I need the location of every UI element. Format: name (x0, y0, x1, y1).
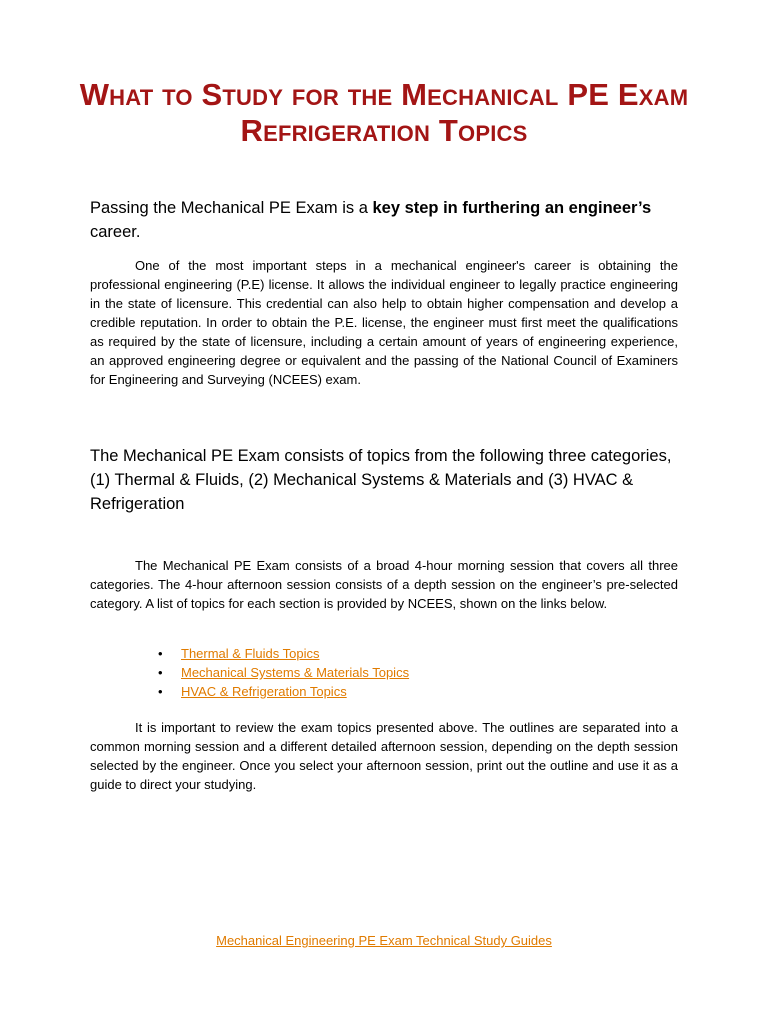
list-item (158, 644, 409, 663)
study-guides-link[interactable]: Mechanical Engineering PE Exam Technical Study Guides (216, 933, 552, 948)
intro-lead-suffix: career. (90, 223, 141, 241)
list-item (158, 663, 409, 682)
mechanical-systems-topics-link[interactable]: Mechanical Systems & Materials Topics (181, 665, 410, 680)
categories-lead: The Mechanical PE Exam consists of topics from the following three categories, (1) Thermal & Fluids, (2) Mechanical Systems & Materials and (3) HVAC & Refrigeration (90, 447, 672, 513)
footer (0, 931, 768, 950)
intro-lead-bold: key step in furthering an engineer’s (372, 199, 652, 217)
hvac-refrigeration-topics-link[interactable]: HVAC & Refrigeration Topics (181, 684, 347, 699)
intro-lead (90, 196, 682, 244)
topic-links-list (158, 644, 409, 701)
list-item (158, 682, 409, 701)
bullet-icon: • (158, 646, 163, 661)
thermal-fluids-topics-link[interactable]: Thermal & Fluids Topics (181, 646, 320, 661)
bullet-icon: • (158, 684, 163, 699)
paragraph-license: One of the most important steps in a mechanical engineer's career is obtaining the professional engineering (P.E) license. It allows the individual engineer to legally practice engineering in the state of licensure. This credential can also help to obtain higher compensation and develop a credible reputation. In order to obtain the P.E. license, the engineer must first meet the qualifications as required by the state of licensure, including a certain amount of years of engineering experience, an approved engineering degree or equivalent and the passing of the National Council of Examiners for Engineering and Surveying (NCEES) exam. (90, 258, 678, 387)
title-line-1: What to Study for the Mechanical PE Exam (79, 77, 689, 112)
intro-lead-prefix: Passing the Mechanical PE Exam is a (90, 199, 373, 217)
bullet-icon: • (158, 665, 163, 680)
paragraph-review: It is important to review the exam topics presented above. The outlines are separated into a common morning session and a different detailed afternoon session, depending on the depth session selected by the engineer. Once you select your afternoon session, print out the outline and use it as a guide to direct your studying. (90, 720, 678, 792)
title-line-2: Refrigeration Topics (240, 113, 528, 148)
paragraph-sessions: The Mechanical PE Exam consists of a broad 4-hour morning session that covers all three categories. The 4-hour afternoon session consists of a depth session on the engineer’s pre-selected category. A list of topics for each section is provided by NCEES, shown on the links below. (90, 558, 678, 611)
